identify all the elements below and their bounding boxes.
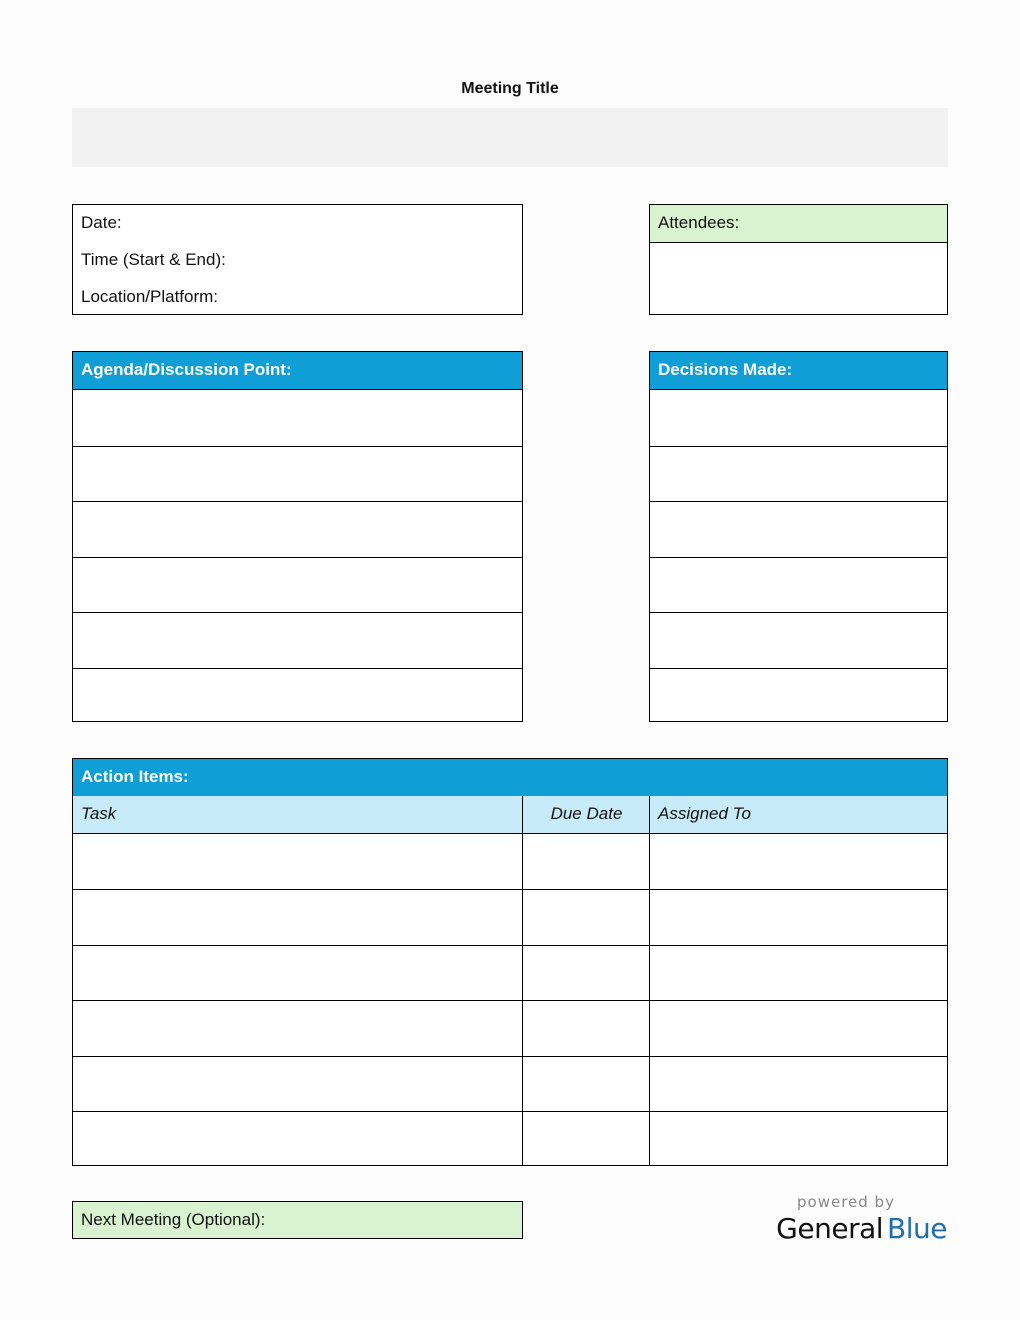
agenda-row[interactable] bbox=[73, 501, 522, 558]
action-item-row[interactable] bbox=[73, 1056, 947, 1112]
generalblue-logo bbox=[776, 1212, 947, 1245]
location-label: Location/Platform: bbox=[81, 287, 219, 306]
agenda-row[interactable] bbox=[73, 446, 522, 502]
decision-row[interactable] bbox=[650, 557, 947, 613]
decision-row[interactable] bbox=[650, 501, 947, 558]
action-item-row[interactable] bbox=[73, 834, 947, 890]
action-items-header: Action Items: bbox=[73, 759, 947, 797]
meeting-title-field[interactable] bbox=[72, 108, 948, 167]
action-item-row[interactable] bbox=[73, 889, 947, 946]
decisions-header: Decisions Made: bbox=[650, 352, 947, 390]
agenda-header: Agenda/Discussion Point: bbox=[73, 352, 522, 390]
agenda-row[interactable] bbox=[73, 668, 522, 722]
decision-row[interactable] bbox=[650, 390, 947, 447]
logo-general: General bbox=[776, 1212, 884, 1245]
column-header-due-date: Due Date bbox=[550, 804, 623, 823]
agenda-row[interactable] bbox=[73, 557, 522, 613]
action-items-column-headers bbox=[73, 796, 947, 834]
column-header-task: Task bbox=[81, 804, 117, 823]
next-meeting-field[interactable]: Next Meeting (Optional): bbox=[72, 1201, 523, 1239]
powered-by-text: powered by bbox=[797, 1193, 895, 1211]
action-item-row[interactable] bbox=[73, 1111, 947, 1165]
date-label: Date: bbox=[81, 213, 122, 232]
action-item-row[interactable] bbox=[73, 945, 947, 1001]
agenda-table bbox=[72, 351, 523, 722]
decision-row[interactable] bbox=[650, 446, 947, 502]
agenda-row[interactable] bbox=[73, 612, 522, 669]
decision-row[interactable] bbox=[650, 612, 947, 669]
time-label: Time (Start & End): bbox=[81, 250, 226, 269]
decision-row[interactable] bbox=[650, 668, 947, 722]
column-header-assigned-to: Assigned To bbox=[658, 804, 751, 823]
action-item-row[interactable] bbox=[73, 1000, 947, 1057]
action-items-table bbox=[72, 758, 948, 1166]
attendees-box bbox=[649, 204, 948, 315]
page-title: Meeting Title bbox=[461, 80, 559, 97]
attendees-header: Attendees: bbox=[650, 205, 947, 243]
decisions-table bbox=[649, 351, 948, 722]
logo-blue: Blue bbox=[887, 1212, 947, 1245]
agenda-row[interactable] bbox=[73, 390, 522, 447]
meeting-info-box bbox=[72, 204, 523, 315]
attendees-field[interactable] bbox=[650, 243, 947, 314]
